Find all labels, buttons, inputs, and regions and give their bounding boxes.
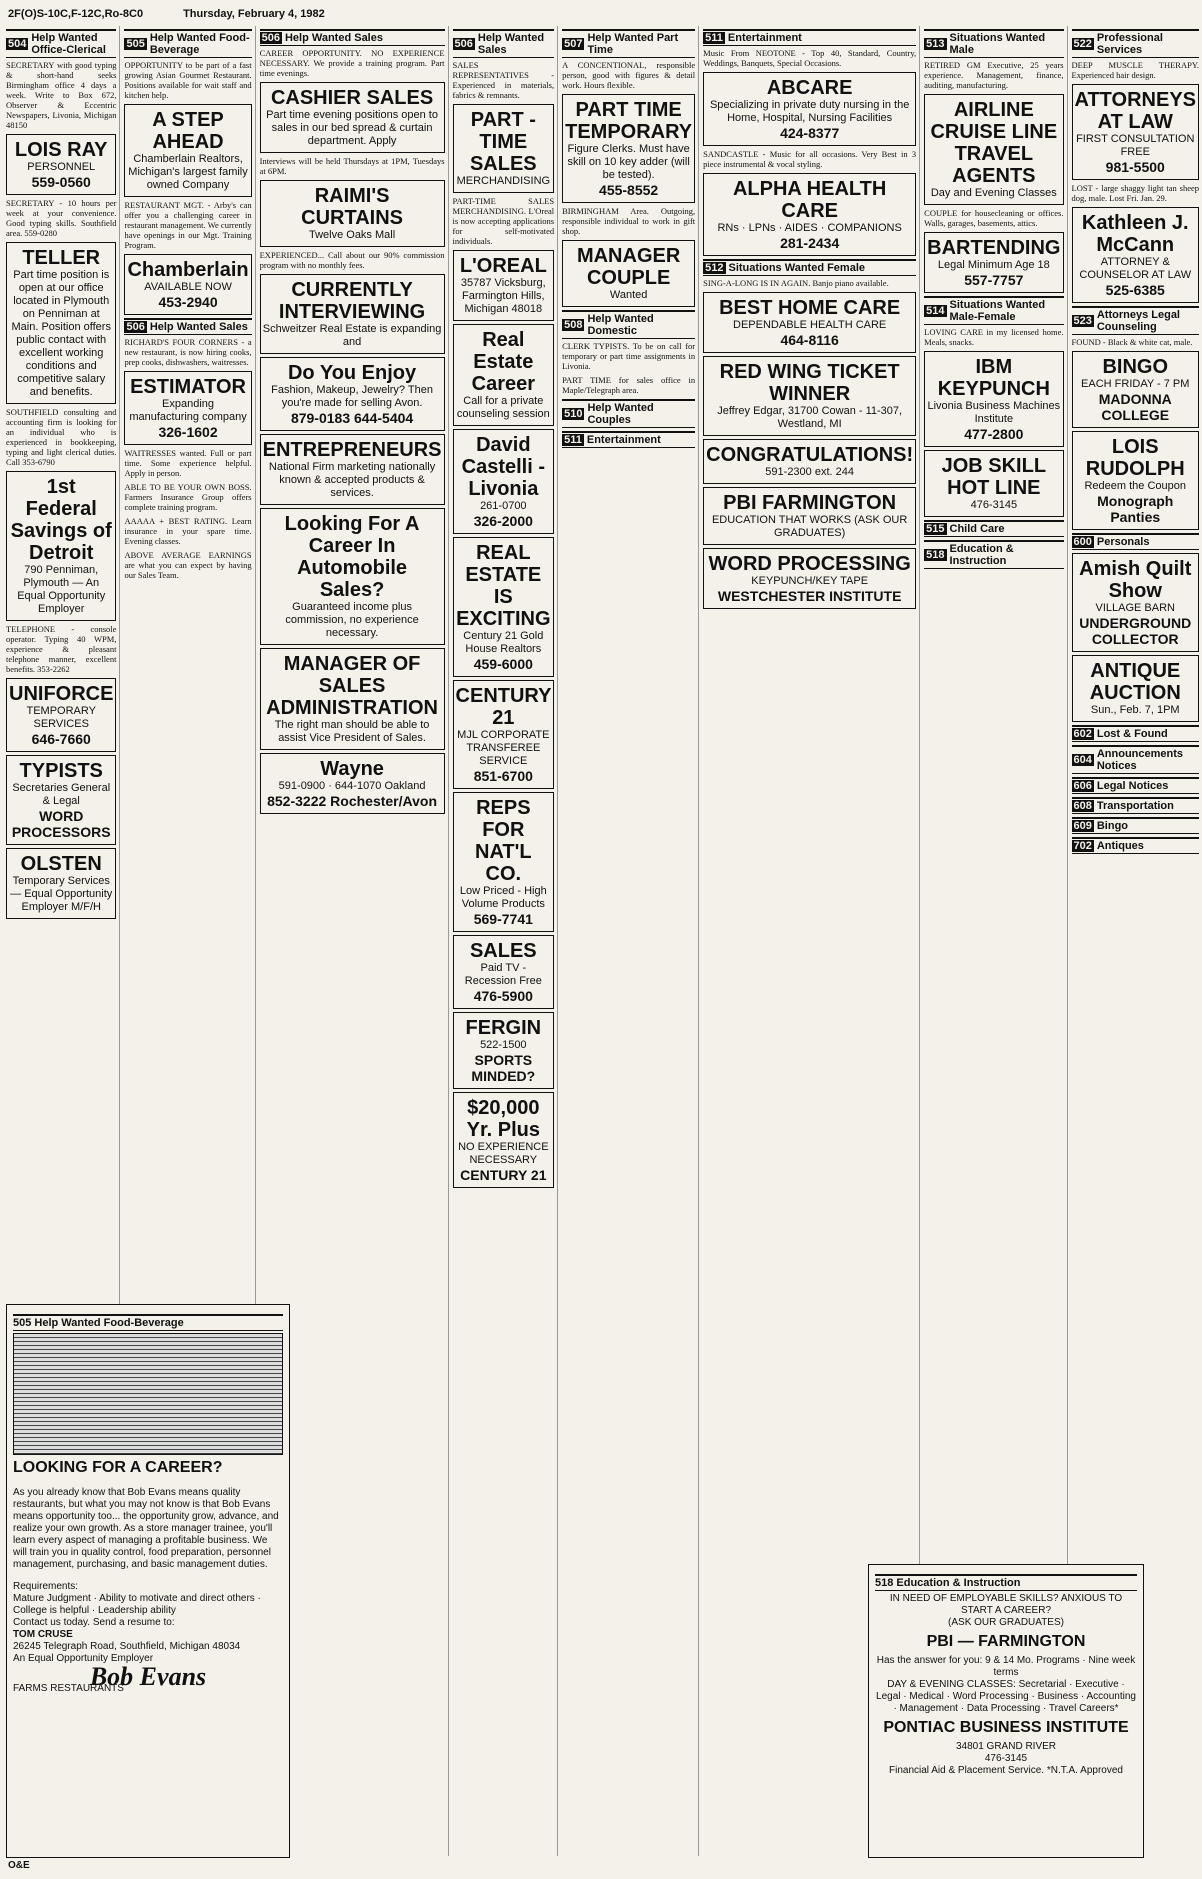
classified-ad: A CONCENTIONAL, responsible person, good with figures & detail work. Hours flexible. bbox=[562, 60, 696, 90]
display-ad-t2: 476-3145 bbox=[970, 499, 1018, 511]
display-ad-t1: ENTREPRENEURS bbox=[262, 439, 442, 461]
display-ad-t3: Monograph Panties bbox=[1097, 493, 1174, 525]
classified-ad: TELEPHONE - console operator. Typing 40 WPM, experience & pleasant telephone manner, excellent benefits. 353-2262 bbox=[6, 624, 117, 674]
display-ad-t3: WORD PROCESSORS bbox=[11, 808, 111, 840]
section-title: Personals bbox=[1096, 536, 1150, 548]
section-title: Education & Instruction bbox=[949, 543, 1014, 567]
section-header bbox=[924, 296, 1063, 325]
display-ad bbox=[453, 680, 555, 789]
display-ad-t2: Schweitzer Real Estate is expanding and bbox=[262, 323, 442, 348]
display-ad-t2: Livonia Business Machines Institute bbox=[927, 400, 1061, 425]
display-ad-t2: PERSONNEL bbox=[27, 161, 96, 173]
display-ad bbox=[124, 371, 251, 445]
display-ad bbox=[260, 180, 445, 247]
section-header bbox=[1072, 777, 1200, 794]
section-title: Help Wanted Domestic bbox=[587, 313, 654, 337]
display-ad-t1: PBI FARMINGTON bbox=[723, 492, 897, 514]
section-title: Antiques bbox=[1096, 840, 1144, 852]
display-ad-t2: MJL CORPORATE TRANSFEREE SERVICE bbox=[457, 729, 550, 767]
display-ad-t3: WESTCHESTER INSTITUTE bbox=[717, 588, 902, 604]
bob-evans-headline: LOOKING FOR A CAREER? bbox=[13, 1459, 223, 1476]
section-title: Situations Wanted Male bbox=[949, 32, 1046, 56]
display-ad-t3: 569-7741 bbox=[473, 911, 533, 927]
display-ad-t2: MERCHANDISING bbox=[456, 175, 551, 187]
section-header bbox=[453, 29, 555, 58]
pbi-line: Has the answer for you: 9 & 14 Mo. Programs · Nine week terms bbox=[876, 1655, 1136, 1678]
display-ad-t2: 790 Penniman, Plymouth — An Equal Opportunity Employer bbox=[17, 564, 106, 615]
display-ad-t2: 35787 Vicksburg, Farmington Hills, Michigan 48018 bbox=[460, 277, 546, 315]
display-ad bbox=[6, 848, 116, 919]
display-ad-t2: Low Priced - High Volume Products bbox=[459, 885, 547, 910]
display-ad-t1: BARTENDING bbox=[927, 237, 1061, 259]
display-ad-t2: Figure Clerks. Must have skill on 10 key adder (will be tested). bbox=[567, 143, 690, 181]
display-ad-t2: 261-0700 bbox=[480, 500, 527, 512]
pbi-name: PBI — FARMINGTON bbox=[926, 1633, 1086, 1650]
bob-evans-logo-sub: FARMS RESTAURANTS bbox=[13, 1683, 124, 1694]
column-5 bbox=[562, 26, 699, 1856]
section-title: Help Wanted Couples bbox=[587, 402, 654, 426]
display-ad-t1: MANAGER OF SALES ADMINISTRATION bbox=[266, 653, 438, 719]
display-ad-t2: Guaranteed income plus commission, no experience necessary. bbox=[285, 601, 419, 639]
section-title: Attorneys Legal Counseling bbox=[1096, 309, 1180, 333]
display-ad-t1: CENTURY 21 bbox=[455, 685, 552, 729]
display-ad-t1: CASHIER SALES bbox=[270, 87, 434, 109]
display-ad-t1: Kathleen J. McCann bbox=[1081, 212, 1189, 256]
pbi-programs: DAY & EVENING CLASSES: Secretarial · Executive · Legal · Medical · Word Processing · Business · Accounting · Management · Data Processing · Travel Careers* bbox=[876, 1679, 1136, 1714]
display-ad bbox=[703, 173, 916, 256]
display-ad-t2: Part time evening positions open to sales in our bed spread & curtain department. Apply bbox=[266, 109, 438, 147]
display-ad-t1: ESTIMATOR bbox=[130, 376, 246, 398]
display-ad bbox=[260, 508, 445, 645]
section-title: Help Wanted Food-Beverage bbox=[149, 32, 250, 56]
display-ad-t2: DEPENDABLE HEALTH CARE bbox=[733, 319, 887, 331]
display-ad-t1: UNIFORCE bbox=[9, 683, 114, 705]
issue-date: Thursday, February 4, 1982 bbox=[183, 8, 325, 20]
display-ad-t3: 455-8552 bbox=[599, 182, 659, 198]
display-ad bbox=[1072, 553, 1200, 652]
section-title: Entertainment bbox=[727, 32, 802, 44]
classified-ad: SECRETARY - 10 hours per week at your convenience. Good typing skills. Southfield area. 559-0280 bbox=[6, 198, 117, 238]
masthead bbox=[8, 6, 1132, 22]
section-number: 506 bbox=[261, 32, 280, 44]
display-ad bbox=[703, 356, 916, 436]
display-ad-t2: RNs · LPNs · AIDES · COMPANIONS bbox=[717, 222, 902, 234]
display-ad bbox=[6, 242, 116, 404]
display-ad-t2: Twelve Oaks Mall bbox=[308, 229, 396, 241]
display-ad bbox=[703, 439, 916, 484]
display-ad-t1: Do You Enjoy bbox=[287, 362, 417, 384]
section-title: Situations Wanted Female bbox=[728, 262, 866, 274]
display-ad-t2: Specializing in private duty nursing in the Home, Hospital, Nursing Facilities bbox=[709, 99, 910, 124]
section-number: 608 bbox=[1073, 800, 1092, 812]
section-number: 507 bbox=[564, 38, 583, 50]
display-ad bbox=[124, 254, 251, 315]
classified-ad: LOVING CARE in my licensed home. Meals, snacks. bbox=[924, 327, 1064, 347]
display-ad-t3: 557-7757 bbox=[964, 272, 1024, 288]
display-ad-t1: PART TIME TEMPORARY bbox=[565, 99, 693, 143]
classified-ad: RESTAURANT MGT. - Arby's can offer you a challenging career in restaurant management. We currently have openings in our Mgt. Training Program. bbox=[124, 200, 252, 250]
bob-evans-address: 26245 Telegraph Road, Southfield, Michigan 48034 bbox=[13, 1641, 241, 1652]
classified-ad: WAITRESSES wanted. Full or part time. Some experience helpful. Apply in person. bbox=[124, 448, 252, 478]
display-ad-t1: TYPISTS bbox=[19, 760, 103, 782]
bob-evans-req-title: Requirements: bbox=[13, 1581, 79, 1592]
classified-ad: SOUTHFIELD consulting and accounting firm is looking for an individual who is experienced in bookkeeping, typing and light clerical duties. Call 353-6790 bbox=[6, 407, 117, 467]
display-ad-t2: Legal Minimum Age 18 bbox=[937, 259, 1050, 271]
section-header bbox=[924, 29, 1063, 58]
display-ad-t3: 453-2940 bbox=[158, 294, 218, 310]
display-ad bbox=[453, 429, 555, 534]
bob-evans-eoe: An Equal Opportunity Employer bbox=[13, 1653, 154, 1664]
display-ad-t1: SALES bbox=[469, 940, 537, 962]
classified-ad: AAAAA + BEST RATING. Learn insurance in your spare time. Evening classes. bbox=[124, 516, 252, 546]
display-ad-t3: 424-8377 bbox=[780, 125, 840, 141]
section-number: 514 bbox=[926, 305, 945, 317]
display-ad-t1: REPS FOR NAT'L CO. bbox=[475, 797, 532, 885]
display-ad-t1: Real Estate Career bbox=[471, 329, 536, 395]
section-title: Entertainment bbox=[586, 434, 661, 446]
display-ad-t1: CURRENTLY INTERVIEWING bbox=[278, 279, 426, 323]
display-ad-t2: EDUCATION THAT WORKS (ASK OUR GRADUATES) bbox=[711, 514, 908, 539]
section-title: Help Wanted Sales bbox=[149, 321, 248, 333]
section-number: 506 bbox=[126, 321, 145, 333]
footer-mark: O&E bbox=[8, 1860, 30, 1871]
section-number: 510 bbox=[564, 408, 583, 420]
display-ad-t3: 464-8116 bbox=[780, 332, 839, 348]
display-ad-t2: Fashion, Makeup, Jewelry? Then you're made for selling Avon. bbox=[271, 384, 433, 409]
display-ad bbox=[703, 72, 916, 146]
display-ad bbox=[453, 792, 555, 932]
classified-ad: RETIRED GM Executive, 25 years experience. Management, finance, auditing, manufacturing. bbox=[924, 60, 1064, 90]
display-ad-t3: 851-6700 bbox=[473, 768, 533, 784]
pbi-inst: PONTIAC BUSINESS INSTITUTE bbox=[883, 1719, 1129, 1736]
section-number: 702 bbox=[1073, 840, 1092, 852]
display-ad-t1: ANTIQUE AUCTION bbox=[1089, 660, 1181, 704]
display-ad bbox=[453, 104, 555, 193]
section-header bbox=[1072, 306, 1200, 335]
section-number: 504 bbox=[8, 38, 27, 50]
display-ad bbox=[453, 537, 555, 677]
section-number: 511 bbox=[564, 434, 582, 446]
display-ad-t1: FERGIN bbox=[465, 1017, 542, 1039]
display-ad-t3: MADONNA COLLEGE bbox=[1098, 391, 1172, 423]
display-ad-t2: EACH FRIDAY - 7 PM bbox=[1081, 378, 1190, 390]
display-ad bbox=[453, 935, 555, 1009]
bob-evans-name: TOM CRUSE bbox=[13, 1629, 73, 1640]
display-ad-t1: ATTORNEYS AT LAW bbox=[1074, 89, 1196, 133]
display-ad-t1: MANAGER COUPLE bbox=[576, 245, 681, 289]
section-header bbox=[260, 29, 445, 46]
display-ad-t3: SPORTS MINDED? bbox=[471, 1052, 536, 1084]
section-number: 609 bbox=[1073, 820, 1092, 832]
section-header bbox=[1072, 837, 1200, 854]
display-ad-t1: PART - TIME SALES bbox=[469, 109, 537, 175]
classified-ad: Interviews will be held Thursdays at 1PM, Tuesdays at 6PM. bbox=[259, 156, 445, 176]
section-number: 513 bbox=[926, 38, 945, 50]
display-ad bbox=[924, 232, 1063, 293]
section-title: Announcements Notices bbox=[1096, 748, 1184, 772]
section-header bbox=[1072, 817, 1200, 834]
pbi-header: 518 Education & Instruction bbox=[875, 1574, 1137, 1591]
classified-ad: PART TIME for sales office in Maple/Telegraph area. bbox=[562, 375, 696, 395]
display-ad bbox=[703, 548, 916, 609]
display-ad-t2: Temporary Services — Equal Opportunity Employer M/F/H bbox=[10, 875, 113, 913]
classified-ad: SANDCASTLE - Music for all occasions. Very Best in 3 piece instrumental & vocal styling. bbox=[703, 149, 917, 169]
bob-evans-req: Mature Judgment · Ability to motivate and direct others · College is helpful · Leadership ability bbox=[13, 1593, 261, 1616]
classified-ad: Music From NEOTONE - Top 40, Standard, Country, Weddings, Banquets, Special Occasions. bbox=[703, 48, 917, 68]
section-header bbox=[562, 431, 695, 448]
column-4 bbox=[453, 26, 559, 1856]
display-ad-t2: The right man should be able to assist Vice President of Sales. bbox=[274, 719, 430, 744]
display-ad bbox=[703, 292, 916, 353]
display-ad bbox=[703, 487, 916, 545]
classified-ad: DEEP MUSCLE THERAPY. Experienced hair design. bbox=[1071, 60, 1199, 80]
display-ad-t2: National Firm marketing nationally known & accepted products & services. bbox=[268, 461, 436, 499]
display-ad-t2: FIRST CONSULTATION FREE bbox=[1076, 133, 1195, 158]
display-ad-t1: REAL ESTATE IS EXCITING bbox=[456, 542, 551, 630]
section-header bbox=[1072, 533, 1200, 550]
display-ad-t1: TELLER bbox=[22, 247, 101, 269]
display-ad bbox=[6, 134, 116, 195]
display-ad-t1: Looking For A Career In Automobile Sales? bbox=[284, 513, 420, 601]
section-number: 515 bbox=[926, 523, 945, 535]
display-ad-t2: KEYPUNCH/KEY TAPE bbox=[751, 575, 869, 587]
section-title: Legal Notices bbox=[1096, 780, 1169, 792]
section-number: 604 bbox=[1073, 754, 1092, 766]
display-ad-t1: AIRLINE CRUISE LINE TRAVEL AGENTS bbox=[930, 99, 1058, 187]
classified-ad: RICHARD'S FOUR CORNERS - a new restaurant, is now hiring cooks, prep cooks, dishwashers, waitresses. bbox=[124, 337, 252, 367]
classified-ad: SALES REPRESENTATIVES - Experienced in materials, fabrics & remnants. bbox=[452, 60, 555, 100]
display-ad bbox=[6, 678, 116, 752]
display-ad bbox=[260, 434, 445, 505]
display-ad-t2: 591-2300 ext. 244 bbox=[765, 466, 854, 478]
classified-ad: OPPORTUNITY to be part of a fast growing Asian Gourmet Restaurant. Positions available for wait staff and kitchen help. bbox=[124, 60, 252, 100]
pbi-title: IN NEED OF EMPLOYABLE SKILLS? ANXIOUS TO START A CAREER? bbox=[889, 1593, 1123, 1616]
display-ad-t1: RAIMI'S CURTAINS bbox=[301, 185, 403, 229]
display-ad-t1: IBM KEYPUNCH bbox=[937, 356, 1050, 400]
classified-ad: BIRMINGHAM Area. Outgoing, responsible individual to work in gift shop. bbox=[562, 206, 696, 236]
classified-ad: CLERK TYPISTS. To be on call for temporary or part time assignments in Livonia. bbox=[562, 341, 696, 371]
section-header bbox=[1072, 797, 1200, 814]
display-ad-t1: BEST HOME CARE bbox=[719, 297, 901, 319]
display-ad-t2: 522-1500 bbox=[480, 1039, 527, 1051]
display-ad-t1: Amish Quilt Show bbox=[1079, 558, 1192, 602]
bob-evans-body: As you already know that Bob Evans means quality restaurants, but what you may not know is that Bob Evans means opportunity too... the opportunity grow, advance, and realize your own growth. As a store manager trainee, you'll learn every aspect of managing a profitable business. We will train you in quality control, food preparation, personnel management, purchasing, and basic management duties. bbox=[13, 1487, 279, 1570]
bob-evans-ad bbox=[6, 1304, 290, 1858]
section-header bbox=[124, 318, 251, 335]
display-ad-t1: WORD PROCESSING bbox=[708, 553, 911, 575]
section-header bbox=[703, 29, 916, 46]
section-number: 508 bbox=[564, 319, 583, 331]
section-title: Help Wanted Part Time bbox=[587, 32, 679, 56]
display-ad bbox=[260, 274, 445, 354]
display-ad bbox=[453, 324, 555, 426]
section-header bbox=[1072, 725, 1200, 742]
pbi-addr: 34801 GRAND RIVER bbox=[955, 1741, 1057, 1752]
display-ad-t2: Paid TV - Recession Free bbox=[464, 962, 542, 987]
section-number: 511 bbox=[705, 32, 723, 44]
display-ad-t2: AVAILABLE NOW bbox=[144, 281, 232, 293]
section-number: 523 bbox=[1073, 315, 1092, 327]
bob-evans-logo: Bob Evans bbox=[89, 1662, 207, 1691]
display-ad-t3: 477-2800 bbox=[964, 426, 1024, 442]
display-ad-t2: Chamberlain Realtors, Michigan's largest family owned Company bbox=[128, 153, 248, 191]
section-title: Lost & Found bbox=[1096, 728, 1168, 740]
display-ad bbox=[1072, 207, 1200, 303]
display-ad-t1: LOIS RAY bbox=[14, 139, 108, 161]
display-ad-t3: UNDERGROUND COLLECTOR bbox=[1079, 615, 1192, 647]
section-header bbox=[924, 520, 1063, 537]
classified-ad: ABLE TO BE YOUR OWN BOSS. Farmers Insurance Group offers complete training program. bbox=[124, 482, 252, 512]
display-ad-t2: TEMPORARY SERVICES bbox=[26, 705, 96, 730]
display-ad-t2: Expanding manufacturing company bbox=[129, 398, 247, 423]
section-number: 512 bbox=[705, 262, 724, 274]
section-header bbox=[1072, 745, 1200, 774]
display-ad-t2: Redeem the Coupon bbox=[1084, 480, 1186, 492]
section-title: Professional Services bbox=[1096, 32, 1163, 56]
display-ad-t1: $20,000 Yr. Plus bbox=[466, 1097, 540, 1141]
section-title: Bingo bbox=[1096, 820, 1129, 832]
classified-ad: SING-A-LONG IS IN AGAIN. Banjo piano available. bbox=[703, 278, 889, 288]
display-ad bbox=[260, 82, 445, 153]
display-ad-t1: RED WING TICKET WINNER bbox=[719, 361, 900, 405]
section-number: 522 bbox=[1073, 38, 1092, 50]
display-ad-t1: David Castelli - Livonia bbox=[461, 434, 545, 500]
section-title: Situations Wanted Male-Female bbox=[949, 299, 1046, 323]
display-ad-t3: 525-6385 bbox=[1105, 282, 1165, 298]
classified-ad: EXPERIENCED... Call about our 90% commission program with no monthly fees. bbox=[259, 250, 445, 270]
display-ad-t2: Jeffrey Edgar, 31700 Cowan - 11-307, Westland, MI bbox=[717, 405, 903, 430]
classified-ad: SECRETARY with good typing & short-hand seeks Birmingham office 4 days a week. Write to Box 672, Observer & Eccentric Newspapers, Livonia, Michigan 48150 bbox=[6, 60, 117, 130]
section-number: 506 bbox=[454, 38, 473, 50]
section-header bbox=[562, 310, 695, 339]
section-header bbox=[924, 540, 1063, 569]
display-ad bbox=[260, 648, 445, 750]
display-ad-t1: L'OREAL bbox=[459, 255, 547, 277]
display-ad-t1: OLSTEN bbox=[20, 853, 102, 875]
display-ad-t3: 559-0560 bbox=[31, 174, 91, 190]
section-header bbox=[124, 29, 251, 58]
display-ad-t1: 1st Federal Savings of Detroit bbox=[10, 476, 112, 564]
display-ad-t2: Day and Evening Classes bbox=[930, 187, 1057, 199]
display-ad bbox=[1072, 431, 1200, 530]
display-ad-t3: 646-7660 bbox=[31, 731, 91, 747]
display-ad bbox=[453, 250, 555, 321]
display-ad bbox=[562, 94, 695, 203]
section-number: 602 bbox=[1073, 728, 1092, 740]
section-number: 606 bbox=[1073, 780, 1092, 792]
display-ad bbox=[260, 357, 445, 431]
section-number: 600 bbox=[1073, 536, 1092, 548]
display-ad-t3: CENTURY 21 bbox=[460, 1167, 547, 1183]
section-code: 2F(O)S-10C,F-12C,Ro-8C0 bbox=[8, 8, 144, 20]
pbi-ad bbox=[868, 1564, 1144, 1858]
display-ad-t1: ALPHA HEALTH CARE bbox=[732, 178, 887, 222]
pbi-sub: (ASK OUR GRADUATES) bbox=[948, 1617, 1064, 1628]
display-ad bbox=[453, 1092, 555, 1188]
section-number: 518 bbox=[926, 549, 945, 561]
display-ad bbox=[562, 240, 695, 307]
display-ad-t3: 326-2000 bbox=[473, 513, 533, 529]
restaurant-illustration bbox=[13, 1333, 283, 1455]
bob-evans-contact: Contact us today. Send a resume to: bbox=[13, 1617, 175, 1628]
display-ad bbox=[124, 104, 251, 197]
classified-ad: LOST - large shaggy light tan sheep dog, male. Lost Fri. Jan. 29. bbox=[1071, 183, 1199, 203]
section-header bbox=[6, 29, 116, 58]
display-ad-t3: 981-5500 bbox=[1105, 159, 1165, 175]
pbi-phone: 476-3145 bbox=[984, 1753, 1028, 1764]
section-header bbox=[562, 399, 695, 428]
classified-ad: COUPLE for housecleaning or offices. Walls, garages, basements, attics. bbox=[924, 208, 1064, 228]
display-ad-t3: 852-3222 Rochester/Avon bbox=[267, 793, 438, 809]
display-ad bbox=[453, 1012, 555, 1089]
display-ad bbox=[1072, 351, 1200, 428]
display-ad-t2: Sun., Feb. 7, 1PM bbox=[1090, 704, 1180, 716]
display-ad bbox=[1072, 655, 1200, 722]
classified-ad: ABOVE AVERAGE EARNINGS are what you can expect by having our Sales Team. bbox=[124, 550, 252, 580]
classified-ad: FOUND - Black & white cat, male. bbox=[1071, 337, 1193, 347]
section-title: Child Care bbox=[949, 523, 1005, 535]
display-ad-t2: Secretaries General & Legal bbox=[12, 782, 111, 807]
display-ad-t3: 459-6000 bbox=[473, 656, 533, 672]
display-ad-t1: A STEP AHEAD bbox=[152, 109, 224, 153]
section-title: Help Wanted Office-Clerical bbox=[31, 32, 106, 56]
classified-ad: PART-TIME SALES MERCHANDISING. L'Oreal is now accepting applications for self-motivated individuals. bbox=[452, 196, 555, 246]
display-ad bbox=[924, 450, 1063, 517]
pbi-note: Financial Aid & Placement Service. *N.T.A. Approved bbox=[888, 1765, 1123, 1776]
display-ad-t3: 476-5900 bbox=[473, 988, 533, 1004]
display-ad-t1: CONGRATULATIONS! bbox=[706, 444, 914, 466]
section-title: Help Wanted Sales bbox=[284, 32, 383, 44]
display-ad-t1: Wayne bbox=[320, 758, 384, 780]
display-ad bbox=[6, 755, 116, 845]
display-ad-t1: Chamberlain bbox=[127, 259, 249, 281]
display-ad-t2: Century 21 Gold House Realtors bbox=[463, 630, 544, 655]
bob-evans-header: 505 Help Wanted Food-Beverage bbox=[13, 1314, 283, 1331]
display-ad-t1: JOB SKILL HOT LINE bbox=[941, 455, 1047, 499]
display-ad bbox=[6, 471, 116, 621]
display-ad-t3: 879-0183 644-5404 bbox=[290, 410, 414, 426]
section-header bbox=[703, 259, 916, 276]
display-ad-t3: 281-2434 bbox=[780, 235, 840, 251]
display-ad-t2: NO EXPERIENCE NECESSARY bbox=[458, 1141, 549, 1166]
display-ad-t3: 326-1602 bbox=[158, 424, 218, 440]
display-ad-t2: Part time position is open at our office located in Plymouth on Penniman at Main. Position offers public contact with excellent working conditions and competitive salary and benefits. bbox=[11, 269, 111, 398]
display-ad-t2: Call for a private counseling session bbox=[456, 395, 550, 420]
display-ad bbox=[924, 94, 1063, 205]
display-ad-t1: BINGO bbox=[1102, 356, 1169, 378]
display-ad bbox=[924, 351, 1063, 447]
display-ad-t2: VILLAGE BARN bbox=[1095, 602, 1175, 614]
display-ad bbox=[1072, 84, 1200, 180]
section-header bbox=[1072, 29, 1200, 58]
display-ad-t2: ATTORNEY & COUNSELOR AT LAW bbox=[1079, 256, 1192, 281]
display-ad-t2: Wanted bbox=[609, 289, 648, 301]
display-ad bbox=[260, 753, 445, 814]
section-title: Help Wanted Sales bbox=[477, 32, 545, 56]
display-ad-t1: LOIS RUDOLPH bbox=[1085, 436, 1185, 480]
section-title: Transportation bbox=[1096, 800, 1174, 812]
section-header bbox=[562, 29, 695, 58]
display-ad-t1: ABCARE bbox=[766, 77, 853, 99]
classified-ad: CAREER OPPORTUNITY. NO EXPERIENCE NECESSARY. We provide a training program. Part time evenings. bbox=[259, 48, 445, 78]
display-ad-t2: 591-0900 · 644-1070 Oakland bbox=[278, 780, 426, 792]
section-number: 505 bbox=[126, 38, 145, 50]
